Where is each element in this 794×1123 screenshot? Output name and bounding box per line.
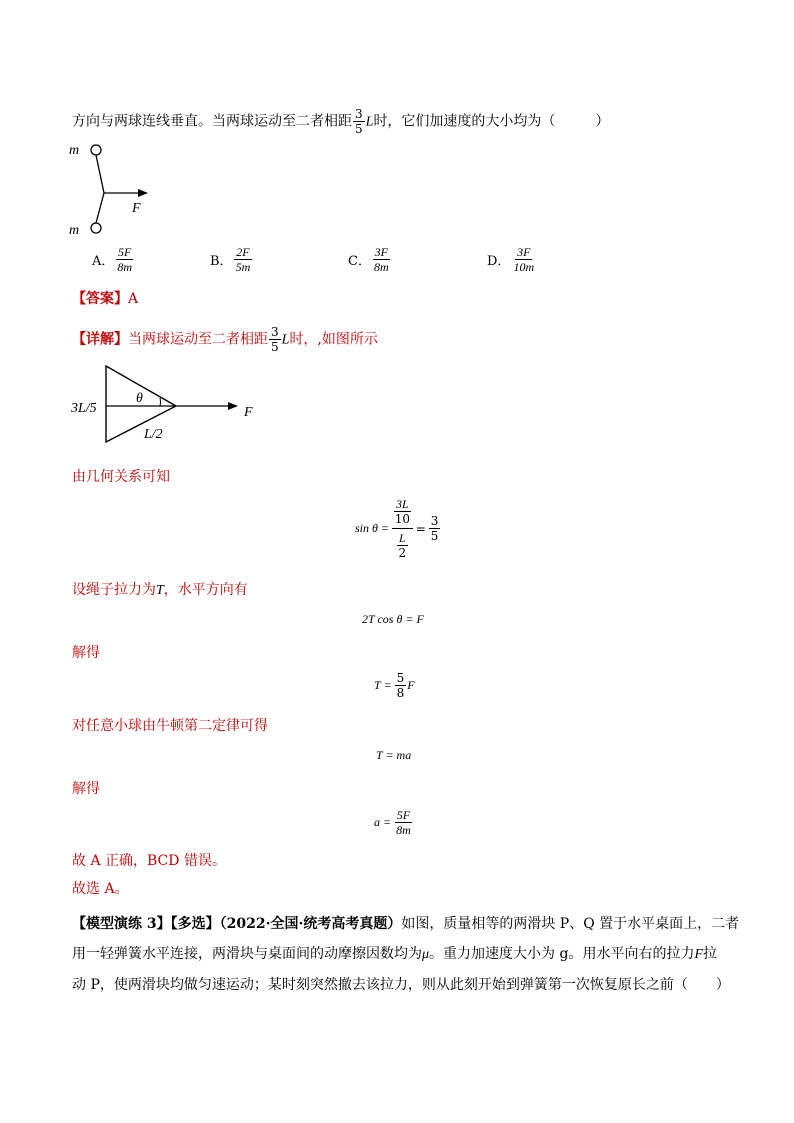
distance-fraction: $\frac{3}{5}$ <box>355 107 363 136</box>
sin-equation: sin θ = 3L 10 L 2 = $\frac{3}{5}$ <box>355 497 439 560</box>
force-arrowhead <box>138 189 148 197</box>
conclusion-1: 故 A 正确，BCD 错误。 <box>72 853 226 869</box>
step-geometry: 由几何关系可知 <box>72 469 170 485</box>
multi-select-tag: 【多选】 <box>170 916 220 932</box>
next-question-line-2: 用一轻弹簧水平连接，两滑块与桌面间的动摩擦因数均为μ。重力加速度大小为 g。用水平向右的拉力F拉 <box>72 946 718 962</box>
top-ball <box>91 145 101 155</box>
distance-variable: L <box>365 114 374 130</box>
option-b[interactable]: B． $\frac{2F}{5m}$ <box>210 245 251 274</box>
force-arrowhead <box>228 402 238 410</box>
bottom-rope <box>96 193 104 223</box>
side-label: 3L/5 <box>71 401 97 416</box>
two-mass-figure <box>68 138 168 238</box>
stem-before: 方向与两球连线垂直。当两球运动至二者相距 <box>72 113 352 130</box>
mass-label-top: m <box>69 143 80 158</box>
option-c[interactable]: C． $\frac{3F}{8m}$ <box>348 245 389 274</box>
ma-equation: T = ma <box>376 748 412 762</box>
conclusion-2: 故选 A。 <box>72 881 129 897</box>
answer-value: A <box>128 291 139 307</box>
option-d[interactable]: D． $\frac{3F}{10m}$ <box>487 245 535 274</box>
step-newton: 对任意小球由牛顿第二定律可得 <box>72 718 268 734</box>
bottom-ball <box>91 223 101 233</box>
tension-equation: T = $\frac{5}{8}$ F <box>374 671 415 700</box>
force-label: F <box>244 405 253 420</box>
half-label: L/2 <box>144 427 163 442</box>
angle-label: θ <box>136 391 143 406</box>
question-source: （2022·全国·统考高考真题） <box>219 916 402 932</box>
answer-line <box>72 289 138 309</box>
next-question-line-3: 动 P，使两滑块均做匀速运动；某时刻突然撤去该拉力，则从此刻开始到弹簧第一次恢复原长之前（ ） <box>72 977 730 993</box>
top-rope <box>96 155 104 193</box>
triangle-figure <box>68 362 268 448</box>
question-tag: 【模型演练 3】 <box>72 916 171 932</box>
detail-line: 【详解】当两球运动至二者相距 $\frac{3}{5}$ L时，,如图所示 <box>72 325 378 354</box>
question-stem <box>72 107 609 136</box>
stem-close: ） <box>595 113 610 130</box>
step-tension: 设绳子拉力为T，水平方向有 <box>72 582 248 598</box>
option-a[interactable]: A． $\frac{5F}{8m}$ <box>92 245 133 274</box>
acceleration-equation: a = $\frac{5F}{8m}$ <box>374 808 411 837</box>
detail-label: 【详解】 <box>72 331 128 348</box>
compound-fraction: 3L 10 L 2 <box>392 497 413 560</box>
mass-label-bottom: m <box>69 223 80 238</box>
stem-after: 时，它们加速度的大小均为（ <box>373 113 556 130</box>
cos-equation: 2T cos θ = F <box>362 612 424 626</box>
next-question-line-1: 【模型演练 3】【多选】（2022·全国·统考高考真题）如图，质量相等的两滑块 P、Q 置于水平桌面上，二者 <box>72 916 740 932</box>
answer-label: 【答案】 <box>72 291 128 307</box>
step-solve-1: 解得 <box>72 645 100 661</box>
force-label: F <box>132 201 141 216</box>
step-solve-2: 解得 <box>72 781 100 797</box>
